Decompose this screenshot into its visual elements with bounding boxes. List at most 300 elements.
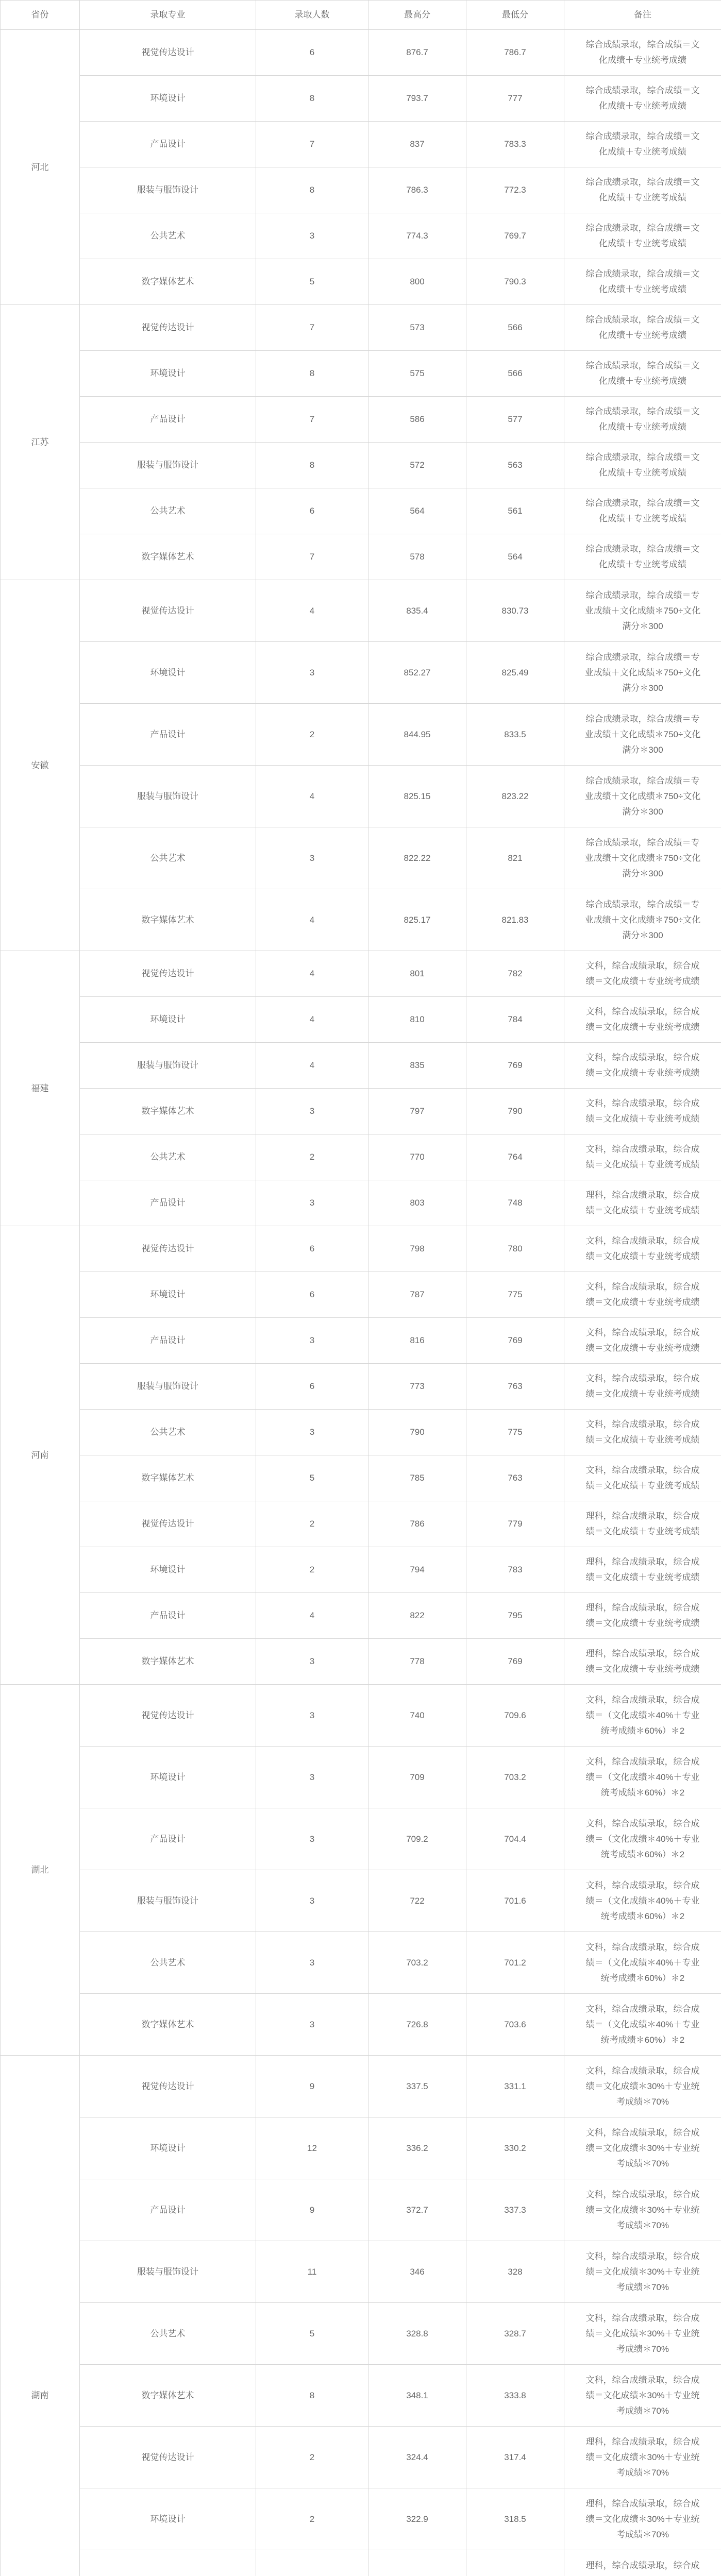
table-row [1, 2488, 721, 2550]
note-cell: 综合成绩录取，综合成绩＝文化成绩＋专业统考成绩 [564, 76, 721, 122]
note-cell: 综合成绩录取，综合成绩＝文化成绩＋专业统考成绩 [564, 122, 721, 167]
lowest-score-cell: 821 [466, 827, 564, 889]
lowest-score-cell: 328 [466, 2241, 564, 2303]
admitted-count-cell: 5 [256, 2303, 368, 2365]
header-row [1, 1, 721, 30]
highest-score-cell: 837 [368, 122, 466, 167]
highest-score-cell: 773 [368, 1364, 466, 1410]
highest-score-cell: 770 [368, 1134, 466, 1180]
lowest-score-cell: 790.3 [466, 259, 564, 305]
major-cell: 视觉传达设计 [80, 2427, 256, 2488]
lowest-score-cell: 772.3 [466, 167, 564, 213]
note-cell: 综合成绩录取，综合成绩＝专业成绩＋文化成绩＊750÷文化满分＊300 [564, 827, 721, 889]
table-row [1, 580, 721, 642]
major-cell: 服装与服饰设计 [80, 766, 256, 827]
admitted-count-cell: 3 [256, 1639, 368, 1685]
province-cell: 湖南 [1, 2056, 80, 2576]
table-row [1, 2117, 721, 2179]
lowest-score-cell: 748 [466, 1180, 564, 1226]
admitted-count-cell: 5 [256, 1455, 368, 1501]
lowest-score-cell: 823.22 [466, 766, 564, 827]
highest-score-cell: 794 [368, 1547, 466, 1593]
major-cell: 服装与服饰设计 [80, 1043, 256, 1089]
admitted-count-cell: 4 [256, 580, 368, 642]
table-row [1, 488, 721, 534]
highest-score-cell: 722 [368, 1870, 466, 1932]
note-cell: 综合成绩录取，综合成绩＝文化成绩＋专业统考成绩 [564, 397, 721, 443]
table-row [1, 1593, 721, 1639]
major-cell: 服装与服饰设计 [80, 1364, 256, 1410]
note-cell: 综合成绩录取，综合成绩＝文化成绩＋专业统考成绩 [564, 534, 721, 580]
header-province: 省份 [1, 1, 80, 30]
table-row [1, 1994, 721, 2056]
table-row [1, 1455, 721, 1501]
table-row [1, 1043, 721, 1089]
lowest-score-cell: 830.73 [466, 580, 564, 642]
note-cell: 理科，综合成绩录取，综合成绩＝文化成绩＋专业统考成绩 [564, 1501, 721, 1547]
table-row [1, 1364, 721, 1410]
admitted-count-cell: 7 [256, 397, 368, 443]
lowest-score-cell: 779 [466, 1501, 564, 1547]
province-cell: 江苏 [1, 305, 80, 580]
major-cell: 环境设计 [80, 642, 256, 704]
highest-score-cell: 786 [368, 1501, 466, 1547]
note-cell: 综合成绩录取，综合成绩＝专业成绩＋文化成绩＊750÷文化满分＊300 [564, 704, 721, 766]
major-cell: 环境设计 [80, 1747, 256, 1808]
admitted-count-cell: 4 [256, 766, 368, 827]
note-cell: 综合成绩录取，综合成绩＝文化成绩＋专业统考成绩 [564, 488, 721, 534]
note-cell: 理科，综合成绩录取，综合成绩＝文化成绩＋专业统考成绩 [564, 1593, 721, 1639]
table-header [1, 1, 721, 30]
highest-score-cell: 825.17 [368, 889, 466, 951]
major-cell: 数字媒体艺术 [80, 2365, 256, 2427]
highest-score-cell [368, 2550, 466, 2576]
lowest-score-cell: 763 [466, 1364, 564, 1410]
admitted-count-cell: 11 [256, 2241, 368, 2303]
note-cell: 综合成绩录取，综合成绩＝专业成绩＋文化成绩＊750÷文化满分＊300 [564, 766, 721, 827]
highest-score-cell: 726.8 [368, 1994, 466, 2056]
major-cell: 服装与服饰设计 [80, 2241, 256, 2303]
note-cell: 文科，综合成绩录取，综合成绩＝（文化成绩＊40%＋专业统考成绩＊60%）＊2 [564, 1808, 721, 1870]
lowest-score-cell: 561 [466, 488, 564, 534]
lowest-score-cell: 564 [466, 534, 564, 580]
note-cell: 文科，综合成绩录取，综合成绩＝（文化成绩＊40%＋专业统考成绩＊60%）＊2 [564, 1870, 721, 1932]
highest-score-cell: 822 [368, 1593, 466, 1639]
lowest-score-cell: 337.3 [466, 2179, 564, 2241]
table-row [1, 76, 721, 122]
lowest-score-cell: 563 [466, 443, 564, 488]
note-cell: 文科，综合成绩录取，综合成绩＝文化成绩＋专业统考成绩 [564, 1455, 721, 1501]
table-row [1, 2241, 721, 2303]
highest-score-cell: 801 [368, 951, 466, 997]
note-cell: 文科，综合成绩录取，综合成绩＝文化成绩＋专业统考成绩 [564, 1043, 721, 1089]
major-cell: 公共艺术 [80, 1410, 256, 1455]
note-cell: 文科，综合成绩录取，综合成绩＝文化成绩＊30%＋专业统考成绩＊70% [564, 2365, 721, 2427]
note-cell: 理科，综合成绩录取，综合成绩＝文化成绩＋专业统考成绩 [564, 1547, 721, 1593]
major-cell: 视觉传达设计 [80, 580, 256, 642]
highest-score-cell: 778 [368, 1639, 466, 1685]
major-cell: 服装与服饰设计 [80, 443, 256, 488]
table-row [1, 1410, 721, 1455]
major-cell: 视觉传达设计 [80, 1685, 256, 1747]
table-row [1, 2550, 721, 2576]
major-cell: 产品设计 [80, 704, 256, 766]
table-row [1, 1272, 721, 1318]
admitted-count-cell: 3 [256, 642, 368, 704]
highest-score-cell: 822.22 [368, 827, 466, 889]
table-row [1, 305, 721, 351]
major-cell: 数字媒体艺术 [80, 1639, 256, 1685]
highest-score-cell: 348.1 [368, 2365, 466, 2427]
highest-score-cell: 798 [368, 1226, 466, 1272]
table-row [1, 1134, 721, 1180]
lowest-score-cell: 769.7 [466, 213, 564, 259]
highest-score-cell: 786.3 [368, 167, 466, 213]
lowest-score-cell: 318.5 [466, 2488, 564, 2550]
table-row [1, 1808, 721, 1870]
lowest-score-cell: 703.2 [466, 1747, 564, 1808]
highest-score-cell: 835.4 [368, 580, 466, 642]
table-row [1, 2303, 721, 2365]
highest-score-cell: 835 [368, 1043, 466, 1089]
major-cell: 公共艺术 [80, 2303, 256, 2365]
lowest-score-cell: 795 [466, 1593, 564, 1639]
major-cell: 环境设计 [80, 2117, 256, 2179]
header-highest-score: 最高分 [368, 1, 466, 30]
table-row [1, 167, 721, 213]
highest-score-cell: 709.2 [368, 1808, 466, 1870]
lowest-score-cell: 775 [466, 1410, 564, 1455]
province-cell: 福建 [1, 951, 80, 1226]
major-cell: 产品设计 [80, 397, 256, 443]
major-cell: 视觉传达设计 [80, 2056, 256, 2117]
note-cell: 综合成绩录取，综合成绩＝文化成绩＋专业统考成绩 [564, 351, 721, 397]
header-admitted-count: 录取人数 [256, 1, 368, 30]
highest-score-cell: 346 [368, 2241, 466, 2303]
major-cell: 环境设计 [80, 997, 256, 1043]
admitted-count-cell: 2 [256, 1134, 368, 1180]
admitted-count-cell: 6 [256, 1364, 368, 1410]
admitted-count-cell: 8 [256, 443, 368, 488]
highest-score-cell: 328.8 [368, 2303, 466, 2365]
note-cell: 文科，综合成绩录取，综合成绩＝文化成绩＋专业统考成绩 [564, 1318, 721, 1364]
note-cell: 文科，综合成绩录取，综合成绩＝文化成绩＋专业统考成绩 [564, 997, 721, 1043]
note-cell: 综合成绩录取，综合成绩＝文化成绩＋专业统考成绩 [564, 30, 721, 76]
table-row [1, 1747, 721, 1808]
province-cell: 安徽 [1, 580, 80, 951]
highest-score-cell: 876.7 [368, 30, 466, 76]
admitted-count-cell: 3 [256, 1410, 368, 1455]
lowest-score-cell: 709.6 [466, 1685, 564, 1747]
highest-score-cell: 740 [368, 1685, 466, 1747]
note-cell: 文科，综合成绩录取，综合成绩＝（文化成绩＊40%＋专业统考成绩＊60%）＊2 [564, 1994, 721, 2056]
lowest-score-cell: 577 [466, 397, 564, 443]
major-cell: 公共艺术 [80, 827, 256, 889]
highest-score-cell: 586 [368, 397, 466, 443]
lowest-score-cell: 333.8 [466, 2365, 564, 2427]
note-cell: 文科，综合成绩录取，综合成绩＝（文化成绩＊40%＋专业统考成绩＊60%）＊2 [564, 1747, 721, 1808]
major-cell: 公共艺术 [80, 1932, 256, 1994]
admitted-count-cell: 4 [256, 1043, 368, 1089]
table-row [1, 889, 721, 951]
note-cell: 理科，综合成绩录取，综合成绩＝文化成绩＊30%＋专业统考成绩＊70% [564, 2488, 721, 2550]
lowest-score-cell: 825.49 [466, 642, 564, 704]
note-cell: 文科，综合成绩录取，综合成绩＝文化成绩＋专业统考成绩 [564, 1226, 721, 1272]
table-row [1, 1318, 721, 1364]
lowest-score-cell: 777 [466, 76, 564, 122]
table-row [1, 1685, 721, 1747]
table-row [1, 351, 721, 397]
table-row [1, 259, 721, 305]
highest-score-cell: 785 [368, 1455, 466, 1501]
major-cell: 公共艺术 [80, 488, 256, 534]
admitted-count-cell: 3 [256, 1180, 368, 1226]
major-cell: 产品设计 [80, 1180, 256, 1226]
highest-score-cell: 337.5 [368, 2056, 466, 2117]
major-cell: 产品设计 [80, 1318, 256, 1364]
table-row [1, 766, 721, 827]
admitted-count-cell: 8 [256, 167, 368, 213]
major-cell: 视觉传达设计 [80, 30, 256, 76]
lowest-score-cell: 786.7 [466, 30, 564, 76]
major-cell: 数字媒体艺术 [80, 1455, 256, 1501]
admitted-count-cell: 3 [256, 1747, 368, 1808]
lowest-score-cell: 780 [466, 1226, 564, 1272]
highest-score-cell: 825.15 [368, 766, 466, 827]
major-cell: 环境设计 [80, 1547, 256, 1593]
admitted-count-cell: 2 [256, 2427, 368, 2488]
lowest-score-cell: 784 [466, 997, 564, 1043]
major-cell: 数字媒体艺术 [80, 889, 256, 951]
table-row [1, 1501, 721, 1547]
major-cell: 产品设计 [80, 122, 256, 167]
admitted-count-cell: 2 [256, 1501, 368, 1547]
admitted-count-cell: 9 [256, 2056, 368, 2117]
lowest-score-cell: 790 [466, 1089, 564, 1134]
table-row [1, 1180, 721, 1226]
lowest-score-cell: 782 [466, 951, 564, 997]
table-row [1, 443, 721, 488]
note-cell: 综合成绩录取，综合成绩＝专业成绩＋文化成绩＊750÷文化满分＊300 [564, 889, 721, 951]
admitted-count-cell: 4 [256, 997, 368, 1043]
lowest-score-cell: 703.6 [466, 1994, 564, 2056]
table-row [1, 1639, 721, 1685]
highest-score-cell: 572 [368, 443, 466, 488]
admitted-count-cell: 4 [256, 951, 368, 997]
admitted-count-cell: 3 [256, 1932, 368, 1994]
highest-score-cell: 372.7 [368, 2179, 466, 2241]
lowest-score-cell: 331.1 [466, 2056, 564, 2117]
highest-score-cell: 790 [368, 1410, 466, 1455]
major-cell: 服装与服饰设计 [80, 167, 256, 213]
major-cell: 产品设计 [80, 1593, 256, 1639]
table-row [1, 534, 721, 580]
lowest-score-cell: 833.5 [466, 704, 564, 766]
major-cell: 视觉传达设计 [80, 1501, 256, 1547]
lowest-score-cell: 763 [466, 1455, 564, 1501]
highest-score-cell: 703.2 [368, 1932, 466, 1994]
admitted-count-cell: 3 [256, 213, 368, 259]
note-cell: 综合成绩录取，综合成绩＝文化成绩＋专业统考成绩 [564, 443, 721, 488]
admitted-count-cell: 3 [256, 1089, 368, 1134]
highest-score-cell: 573 [368, 305, 466, 351]
note-cell: 理科，综合成绩录取，综合成绩＝文化成绩＋专业统考成绩 [564, 1639, 721, 1685]
lowest-score-cell: 783 [466, 1547, 564, 1593]
highest-score-cell: 322.9 [368, 2488, 466, 2550]
table-row [1, 2365, 721, 2427]
lowest-score-cell: 783.3 [466, 122, 564, 167]
table-row [1, 951, 721, 997]
note-cell: 综合成绩录取，综合成绩＝文化成绩＋专业统考成绩 [564, 213, 721, 259]
major-cell: 视觉传达设计 [80, 1226, 256, 1272]
highest-score-cell: 852.27 [368, 642, 466, 704]
admitted-count-cell [256, 2550, 368, 2576]
table-row [1, 2056, 721, 2117]
admitted-count-cell: 3 [256, 1870, 368, 1932]
admitted-count-cell: 6 [256, 30, 368, 76]
highest-score-cell: 844.95 [368, 704, 466, 766]
admitted-count-cell: 8 [256, 351, 368, 397]
province-cell: 河北 [1, 30, 80, 305]
admitted-count-cell: 8 [256, 76, 368, 122]
table-row [1, 1089, 721, 1134]
table-row [1, 397, 721, 443]
table-row [1, 827, 721, 889]
table-row [1, 213, 721, 259]
table-row [1, 1547, 721, 1593]
major-cell: 公共艺术 [80, 213, 256, 259]
header-lowest-score: 最低分 [466, 1, 564, 30]
highest-score-cell: 709 [368, 1747, 466, 1808]
note-cell: 文科，综合成绩录取，综合成绩＝文化成绩＊30%＋专业统考成绩＊70% [564, 2241, 721, 2303]
highest-score-cell: 324.4 [368, 2427, 466, 2488]
lowest-score-cell: 701.6 [466, 1870, 564, 1932]
admitted-count-cell: 6 [256, 1272, 368, 1318]
admitted-count-cell: 2 [256, 1547, 368, 1593]
province-cell: 湖北 [1, 1685, 80, 2056]
note-cell: 文科，综合成绩录取，综合成绩＝文化成绩＋专业统考成绩 [564, 1410, 721, 1455]
lowest-score-cell: 328.7 [466, 2303, 564, 2365]
table-body [1, 30, 721, 2576]
note-cell: 综合成绩录取，综合成绩＝专业成绩＋文化成绩＊750÷文化满分＊300 [564, 580, 721, 642]
highest-score-cell: 774.3 [368, 213, 466, 259]
highest-score-cell: 564 [368, 488, 466, 534]
highest-score-cell: 816 [368, 1318, 466, 1364]
lowest-score-cell: 821.83 [466, 889, 564, 951]
note-cell: 文科，综合成绩录取，综合成绩＝文化成绩＊30%＋专业统考成绩＊70% [564, 2179, 721, 2241]
major-cell [80, 2550, 256, 2576]
table-row [1, 122, 721, 167]
admitted-count-cell: 7 [256, 305, 368, 351]
major-cell: 视觉传达设计 [80, 951, 256, 997]
lowest-score-cell: 701.2 [466, 1932, 564, 1994]
admitted-count-cell: 3 [256, 1685, 368, 1747]
note-cell: 文科，综合成绩录取，综合成绩＝文化成绩＋专业统考成绩 [564, 1364, 721, 1410]
admitted-count-cell: 4 [256, 1593, 368, 1639]
admitted-count-cell: 9 [256, 2179, 368, 2241]
major-cell: 环境设计 [80, 1272, 256, 1318]
note-cell: 综合成绩录取，综合成绩＝文化成绩＋专业统考成绩 [564, 167, 721, 213]
highest-score-cell: 800 [368, 259, 466, 305]
admitted-count-cell: 5 [256, 259, 368, 305]
note-cell: 文科，综合成绩录取，综合成绩＝文化成绩＋专业统考成绩 [564, 951, 721, 997]
admitted-count-cell: 4 [256, 889, 368, 951]
admitted-count-cell: 2 [256, 704, 368, 766]
lowest-score-cell: 704.4 [466, 1808, 564, 1870]
lowest-score-cell: 769 [466, 1639, 564, 1685]
table-row [1, 1870, 721, 1932]
highest-score-cell: 336.2 [368, 2117, 466, 2179]
table-row [1, 30, 721, 76]
major-cell: 数字媒体艺术 [80, 534, 256, 580]
major-cell: 公共艺术 [80, 1134, 256, 1180]
admitted-count-cell: 3 [256, 1808, 368, 1870]
admitted-count-cell: 3 [256, 827, 368, 889]
province-cell: 河南 [1, 1226, 80, 1685]
admitted-count-cell: 3 [256, 1994, 368, 2056]
highest-score-cell: 793.7 [368, 76, 466, 122]
header-major: 录取专业 [80, 1, 256, 30]
lowest-score-cell: 317.4 [466, 2427, 564, 2488]
major-cell: 产品设计 [80, 2179, 256, 2241]
admitted-count-cell: 8 [256, 2365, 368, 2427]
note-cell: 文科，综合成绩录取，综合成绩＝文化成绩＊30%＋专业统考成绩＊70% [564, 2056, 721, 2117]
major-cell: 数字媒体艺术 [80, 259, 256, 305]
table-row [1, 2427, 721, 2488]
lowest-score-cell: 769 [466, 1043, 564, 1089]
header-note: 备注 [564, 1, 721, 30]
lowest-score-cell: 775 [466, 1272, 564, 1318]
note-cell: 综合成绩录取，综合成绩＝文化成绩＋专业统考成绩 [564, 305, 721, 351]
note-cell: 文科，综合成绩录取，综合成绩＝文化成绩＊30%＋专业统考成绩＊70% [564, 2303, 721, 2365]
lowest-score-cell: 566 [466, 351, 564, 397]
highest-score-cell: 810 [368, 997, 466, 1043]
highest-score-cell: 578 [368, 534, 466, 580]
major-cell: 环境设计 [80, 2488, 256, 2550]
note-cell: 综合成绩录取，综合成绩＝文化成绩＋专业统考成绩 [564, 259, 721, 305]
table-row [1, 1932, 721, 1994]
highest-score-cell: 803 [368, 1180, 466, 1226]
note-cell: 文科，综合成绩录取，综合成绩＝文化成绩＊30%＋专业统考成绩＊70% [564, 2117, 721, 2179]
table-row [1, 704, 721, 766]
admitted-count-cell: 3 [256, 1318, 368, 1364]
note-cell: 理科，综合成绩录取，综合成绩＝文化成绩＊30%＋专业统考成绩＊70% [564, 2427, 721, 2488]
admitted-count-cell: 12 [256, 2117, 368, 2179]
lowest-score-cell: 764 [466, 1134, 564, 1180]
note-cell: 文科，综合成绩录取，综合成绩＝（文化成绩＊40%＋专业统考成绩＊60%）＊2 [564, 1685, 721, 1747]
admitted-count-cell: 7 [256, 122, 368, 167]
note-cell: 综合成绩录取，综合成绩＝专业成绩＋文化成绩＊750÷文化满分＊300 [564, 642, 721, 704]
admitted-count-cell: 2 [256, 2488, 368, 2550]
admitted-count-cell: 7 [256, 534, 368, 580]
major-cell: 视觉传达设计 [80, 305, 256, 351]
table-row [1, 1226, 721, 1272]
admitted-count-cell: 6 [256, 1226, 368, 1272]
lowest-score-cell: 566 [466, 305, 564, 351]
table-row [1, 642, 721, 704]
table-row [1, 997, 721, 1043]
note-cell: 文科，综合成绩录取，综合成绩＝（文化成绩＊40%＋专业统考成绩＊60%）＊2 [564, 1932, 721, 1994]
highest-score-cell: 797 [368, 1089, 466, 1134]
major-cell: 数字媒体艺术 [80, 1994, 256, 2056]
major-cell: 产品设计 [80, 1808, 256, 1870]
note-cell: 文科，综合成绩录取，综合成绩＝文化成绩＋专业统考成绩 [564, 1089, 721, 1134]
note-cell: 理科，综合成绩录取，综合成绩＝文化成绩＋专业统考成绩 [564, 1180, 721, 1226]
lowest-score-cell [466, 2550, 564, 2576]
admitted-count-cell: 6 [256, 488, 368, 534]
lowest-score-cell: 330.2 [466, 2117, 564, 2179]
note-cell: 文科，综合成绩录取，综合成绩＝文化成绩＋专业统考成绩 [564, 1134, 721, 1180]
